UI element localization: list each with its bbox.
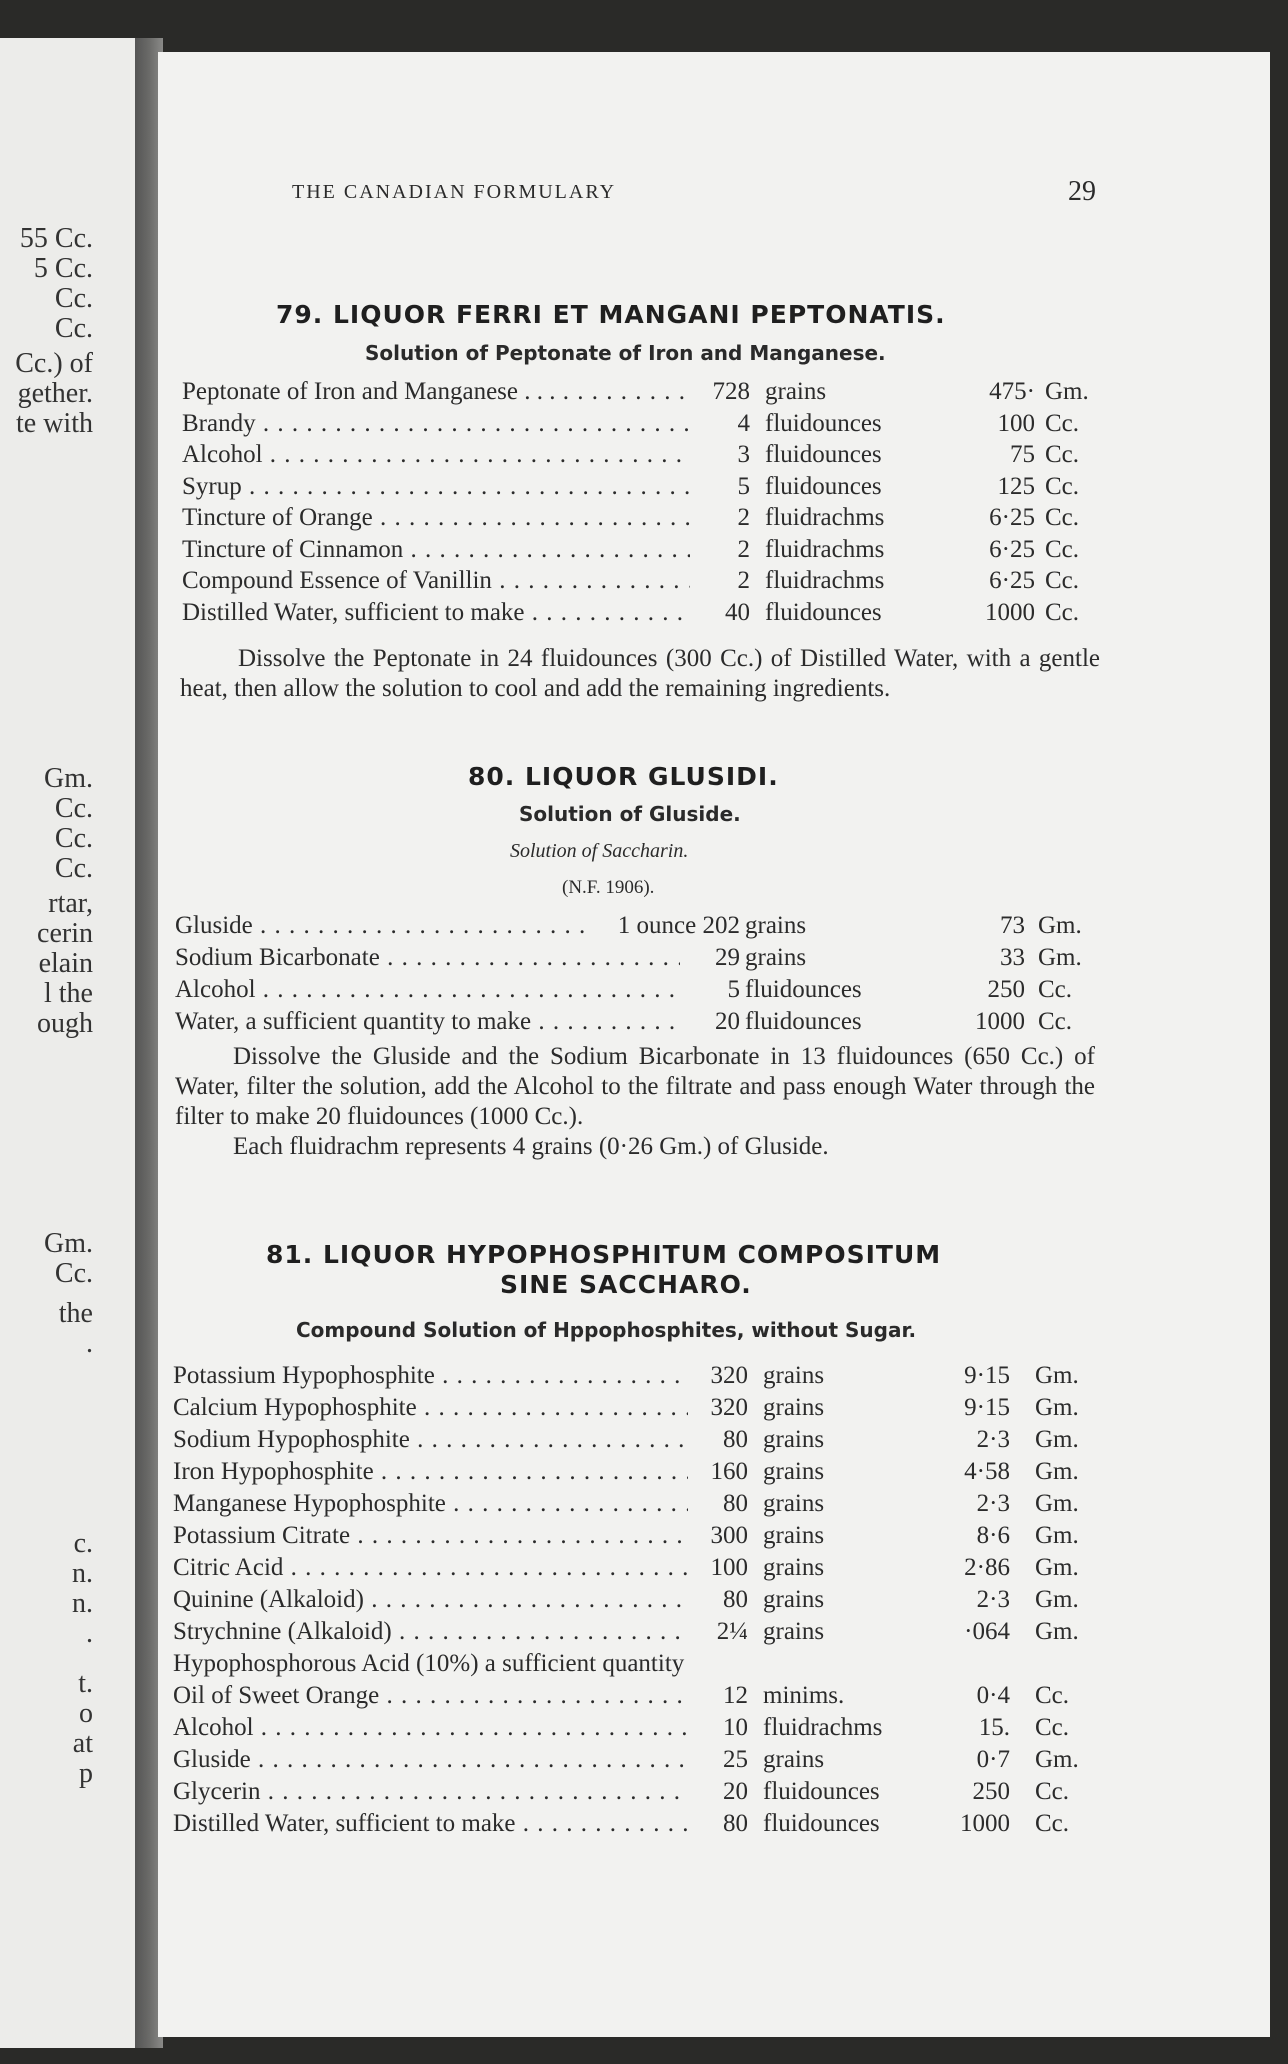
facing-page-text: elain [38,948,93,979]
metric-unit: Cc. [1045,472,1080,500]
facing-page-text: rtar, [48,888,93,919]
ingredient-name: Gluside . . . [175,912,587,940]
apothecary-quantity: 80 [723,1426,748,1453]
facing-page-text: Gm. [44,763,93,794]
apothecary-unit: grains [763,1586,825,1613]
apothecary-unit: fluidrachms [765,504,885,531]
facing-page-text: c. [73,1528,93,1559]
ingredient-row [0,1394,1288,1426]
ingredient-row [0,1778,1288,1810]
apothecary-unit: grains [763,1522,825,1549]
ingredient-name: Gluside . . . [173,1746,688,1774]
ingredient-row [0,1522,1288,1554]
ingredient-row [0,1650,1288,1682]
metric-quantity: 1000 [975,1008,1025,1035]
metric-quantity: 125 [997,472,1035,500]
metric-quantity: 6·25 [989,535,1035,563]
apothecary-quantity: 100 [710,1554,748,1581]
apothecary-unit: fluidrachms [763,1714,883,1741]
ingredient-name: Quinine (Alkaloid) . . . [173,1586,688,1614]
facing-page-text: n. [72,1588,93,1619]
apothecary-quantity: 1 ounce 202 [617,912,740,939]
section-80-directions: Dissolve the Gluside and the Sodium Bicarbonate in 13 fluidounces (650 Cc.) of Water, filter the solution, add the Alcohol to the filtrate and pass enough Water through the filter to make 20 fluidounces (1000 Cc.). Each fluidrachm represents 4 grains (0·26 Gm.) of Gluside. [175,1043,1095,1160]
metric-quantity: 250 [987,976,1025,1003]
ingredient-name: Alcohol . . . [175,976,680,1004]
apothecary-unit: fluidounces [765,598,882,626]
ingredient-row [0,1618,1288,1650]
metric-unit: Gm. [1038,944,1082,971]
apothecary-quantity: 320 [710,1394,748,1421]
metric-quantity: 9·15 [964,1362,1010,1389]
metric-quantity: 15. [978,1714,1010,1741]
facing-page-text: Cc. [54,313,93,344]
ingredient-row [0,599,1288,631]
metric-unit: Cc. [1045,409,1080,437]
ingredient-row [0,378,1288,410]
apothecary-unit: grains [763,1618,825,1645]
metric-unit: Cc. [1045,504,1080,531]
metric-quantity: 2·3 [976,1490,1010,1517]
ingredient-name: Strychnine (Alkaloid) . . . [173,1618,688,1646]
section-79-title: 79. LIQUOR FERRI ET MANGANI PEPTONATIS. [276,300,946,329]
metric-unit: Gm. [1035,1746,1079,1773]
ingredient-row [0,1426,1288,1458]
metric-unit: Gm. [1035,1394,1079,1421]
metric-quantity: ·064 [964,1618,1010,1645]
facing-page-text: . [86,1618,93,1649]
metric-quantity: 1000 [960,1810,1010,1837]
section-81-subtitle: Compound Solution of Hppophosphites, without Sugar. [296,1318,917,1342]
metric-quantity: 250 [972,1778,1010,1805]
apothecary-unit: grains [745,912,807,939]
facing-page-text: Cc.) of [15,348,93,379]
ingredient-name: Calcium Hypophosphite . . . [173,1394,688,1422]
apothecary-quantity: 80 [723,1490,748,1517]
metric-quantity: 1000 [985,598,1035,626]
apothecary-unit: grains [763,1394,825,1421]
ingredient-row [0,1682,1288,1714]
ingredient-name: Distilled Water, sufficient to make . . . [173,1810,688,1838]
ingredient-name: Distilled Water, sufficient to make . . . [182,599,690,627]
apothecary-unit: fluidounces [745,976,862,1003]
ingredient-name: Glycerin . . . [173,1778,688,1806]
metric-quantity: 6·25 [989,504,1035,531]
page-number: 29 [1068,176,1096,207]
metric-quantity: 8·6 [976,1522,1010,1549]
ingredient-name: Alcohol . . . [182,441,690,469]
apothecary-quantity: 3 [737,441,750,468]
ingredient-row [0,944,1288,976]
metric-quantity: 4·58 [964,1458,1010,1485]
apothecary-quantity: 20 [715,1008,740,1035]
facing-page-text: te with [16,408,93,439]
ingredient-row [0,912,1288,944]
section-79-subtitle: Solution of Peptonate of Iron and Manganese. [365,341,886,365]
metric-unit: Gm. [1035,1618,1079,1645]
apothecary-unit: fluidounces [765,441,882,468]
ingredient-name: Iron Hypophosphite . . . [173,1458,688,1486]
apothecary-quantity: 80 [723,1810,748,1837]
ingredient-row [0,1554,1288,1586]
ingredient-name: Hypophosphorous Acid (10%) a sufficient quantity [173,1650,685,1677]
metric-unit: Cc. [1045,567,1080,594]
metric-quantity: 33 [1000,944,1025,971]
ingredient-name: Alcohol . . . [173,1714,688,1742]
metric-quantity: 6·25 [989,567,1035,594]
facing-page-text: at [72,1728,93,1759]
ingredient-row [0,1362,1288,1394]
ingredient-name: Oil of Sweet Orange . . . [173,1682,688,1710]
metric-unit: Cc. [1045,598,1080,626]
apothecary-quantity: 29 [715,944,740,971]
apothecary-quantity: 2 [737,567,750,594]
facing-page-text: . [86,1328,93,1359]
ingredient-name: Tincture of Orange . . . [182,504,690,532]
ingredient-row [0,473,1288,505]
apothecary-quantity: 10 [723,1714,748,1741]
apothecary-quantity: 40 [725,598,750,626]
metric-unit: Gm. [1035,1554,1079,1581]
ingredient-name: Citric Acid . . . [173,1554,688,1582]
section-80-note: (N.F. 1906). [562,877,655,898]
metric-unit: Cc. [1038,1008,1073,1035]
metric-unit: Gm. [1035,1458,1079,1485]
apothecary-unit: grains [745,944,807,971]
ingredient-row [0,441,1288,473]
running-head: THE CANADIAN FORMULARY [292,181,617,203]
apothecary-unit: minims. [763,1682,845,1709]
apothecary-quantity: 2¼ [716,1618,748,1645]
ingredient-name: Manganese Hypophosphite . . . [173,1490,688,1518]
apothecary-unit: fluidounces [765,472,882,500]
facing-page-text: gether. [17,378,93,409]
section-81-title-line1: 81. LIQUOR HYPOPHOSPHITUM COMPOSITUM [266,1240,942,1269]
section-81-title-line2: SINE SACCHARO. [500,1270,752,1299]
ingredient-name: Water, a sufficient quantity to make . . . [175,1008,680,1036]
ingredient-row [0,410,1288,442]
metric-unit: Gm. [1035,1362,1079,1389]
metric-quantity: 75 [1010,441,1035,468]
apothecary-quantity: 20 [723,1778,748,1805]
facing-page-text: Cc. [54,823,93,854]
apothecary-unit: fluidounces [765,409,882,437]
ingredient-row [0,1490,1288,1522]
facing-page-text: o [79,1698,93,1729]
metric-unit: Cc. [1045,441,1080,468]
ingredient-name: Peptonate of Iron and Manganese . . . . . . [182,378,690,406]
section-79-directions: Dissolve the Peptonate in 24 fluidounces (300 Cc.) of Distilled Water, with a gentle heat, then allow the solution to cool and add the remaining ingredients. [180,645,1100,702]
metric-unit: Gm. [1045,378,1089,405]
ingredient-row [0,1810,1288,1842]
facing-page-text: t. [78,1668,93,1699]
apothecary-quantity: 160 [710,1458,748,1485]
facing-page-text: Cc. [54,1258,93,1289]
apothecary-quantity: 728 [712,378,750,405]
apothecary-quantity: 25 [723,1746,748,1773]
apothecary-quantity: 5 [727,976,740,1003]
apothecary-quantity: 2 [737,504,750,531]
apothecary-unit: grains [763,1362,825,1389]
facing-page-text: Cc. [54,853,93,884]
ingredient-name: Brandy . . . [182,410,690,438]
metric-unit: Gm. [1035,1426,1079,1453]
ingredient-name: Potassium Hypophosphite . . . [173,1362,688,1390]
metric-unit: Gm. [1035,1522,1079,1549]
facing-page-text: cerin [37,918,93,949]
metric-unit: Gm. [1035,1490,1079,1517]
metric-quantity: 100 [997,409,1035,437]
apothecary-unit: grains [763,1426,825,1453]
ingredient-row [0,504,1288,536]
metric-quantity: 475· [989,378,1035,405]
ingredient-row [0,1458,1288,1490]
apothecary-quantity: 320 [710,1362,748,1389]
apothecary-quantity: 300 [710,1522,748,1549]
ingredient-row [0,976,1288,1008]
metric-unit: Cc. [1035,1778,1070,1805]
metric-unit: Gm. [1038,912,1082,939]
metric-unit: Cc. [1035,1810,1070,1837]
apothecary-unit: fluidounces [763,1810,880,1837]
facing-page-text: l the [44,978,93,1009]
ingredient-row [0,1586,1288,1618]
apothecary-unit: grains [763,1746,825,1773]
ingredient-name: Sodium Hypophosphite . . . [173,1426,688,1454]
ingredient-name: Sodium Bicarbonate . . . [175,944,680,972]
apothecary-unit: fluidounces [763,1778,880,1805]
apothecary-unit: fluidounces [745,1008,862,1035]
metric-unit: Cc. [1035,1714,1070,1741]
metric-unit: Gm. [1035,1586,1079,1613]
metric-quantity: 73 [1000,912,1025,939]
ingredient-name: Tincture of Cinnamon . . . [182,536,690,564]
section-80-alt-name: Solution of Saccharin. [510,840,689,862]
ingredient-row [0,567,1288,599]
apothecary-quantity: 4 [737,409,750,437]
metric-unit: Cc. [1038,976,1073,1003]
apothecary-quantity: 5 [737,472,750,500]
facing-page-text: Gm. [44,1228,93,1259]
metric-quantity: 2·3 [976,1426,1010,1453]
section-80-subtitle: Solution of Gluside. [519,802,741,826]
ingredient-row [0,1714,1288,1746]
apothecary-quantity: 2 [737,535,750,563]
apothecary-unit: grains [763,1458,825,1485]
apothecary-unit: grains [763,1554,825,1581]
apothecary-unit: fluidrachms [765,535,885,563]
metric-quantity: 2·86 [964,1554,1010,1581]
apothecary-quantity: 12 [723,1682,748,1709]
facing-page-text: n. [72,1558,93,1589]
metric-quantity: 9·15 [964,1394,1010,1421]
metric-quantity: 0·4 [976,1682,1010,1709]
apothecary-quantity: 80 [723,1586,748,1613]
facing-page-text: 5 Cc. [33,253,93,284]
metric-unit: Cc. [1045,535,1080,563]
metric-quantity: 2·3 [976,1586,1010,1613]
facing-page-text: Cc. [54,283,93,314]
apothecary-unit: fluidrachms [765,567,885,594]
apothecary-unit: grains [765,378,827,405]
ingredient-name: Syrup . . . [182,473,690,501]
facing-page-text: 55 Cc. [19,223,93,254]
ingredient-row [0,1746,1288,1778]
section-80-title: 80. LIQUOR GLUSIDI. [468,762,779,791]
apothecary-unit: grains [763,1490,825,1517]
ingredient-name: Potassium Citrate . . . [173,1522,688,1550]
metric-quantity: 0·7 [976,1746,1010,1773]
facing-page-text: p [79,1758,93,1789]
metric-unit: Cc. [1035,1682,1070,1709]
ingredient-row [0,1008,1288,1040]
ingredient-name: Compound Essence of Vanillin . . . [182,567,690,595]
facing-page-text: the [58,1298,93,1329]
ingredient-row [0,536,1288,568]
facing-page-text: Cc. [54,793,93,824]
facing-page-text: ough [37,1008,93,1039]
